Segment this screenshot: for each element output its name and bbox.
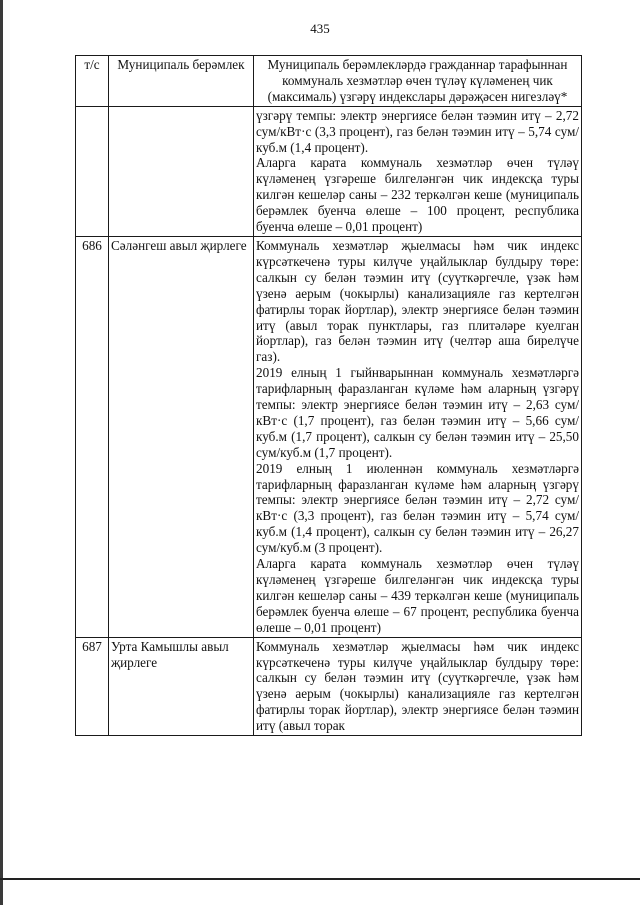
- row-description: [254, 637, 582, 735]
- description-paragraph: Аларга карата коммуналь хезмәтләр өчен түләү күләменең үзгәреше билгеләнгән чик индексқа туры килгән кешеләр саны – 439 теркәлгән кеше (муниципаль берәмлек буенча өлеше – 67 процент, республика буенча өлеше – 0,01 процент): [256, 556, 579, 635]
- row-description: [254, 236, 582, 637]
- description-paragraph: 2019 елның 1 гыйнварыннан коммуналь хезмәтләргә тарифларның фаразланган күләме һәм аларның үзгәрү темпы: электр энергиясе белән тәэмин итү – 2,63 сум/кВт·с (1,7 процент), газ белән тәэмин итү – 5,66 сум/куб.м (1,7 процент), салкын су белән тәэмин итү – 25,50 сум/куб.м (1,7 процент).: [256, 365, 579, 460]
- header-number: т/с: [76, 56, 109, 107]
- description-paragraph: 2019 елның 1 июленнән коммуналь хезмәтләргә тарифларның фаразланган күләме һәм аларның үзгәрү темпы: электр энергиясе белән тәэмин итү – 2,72 сум/кВт·с (3,3 процент), газ белән тәэмин итү – 5,74 сум/куб.м (1,4 процент), салкын су белән тәэмин итү – 26,27 сум/куб.м (3 процент).: [256, 460, 579, 556]
- municipal-table: [75, 55, 582, 736]
- row-number: 686: [76, 236, 109, 637]
- row-number: [76, 106, 109, 236]
- description-paragraph: Аларга карата коммуналь хезмәтләр өчен түләү күләменең үзгәреше билгеләнгән чик индексқа туры килгән кешеләр саны – 232 теркәлгән кеше (муниципаль берәмлек буенча өлеше – 100 процент, республика буенча өлеше – 0,01 процент): [256, 155, 579, 235]
- row-municipality: Урта Камышлы авыл җирлеге: [109, 637, 254, 735]
- header-municipality: Муниципаль берәмлек: [109, 56, 254, 107]
- description-paragraph: Коммуналь хезмәтләр җыелмасы һәм чик индекс күрсәткеченә туры килүче уңайлыклар булдыру төре: салкын су белән тәэмин итү (суүткәргечле, үзәк һәм үзенә аерым (чокырлы) канализацияле газ кертелгән фатирлы торак йортлар), электр энергиясе белән тәэмин итү (авыл торак: [256, 638, 579, 734]
- row-number: 687: [76, 637, 109, 735]
- table-header-row: [76, 56, 582, 107]
- table-row: [76, 106, 582, 236]
- page-bottom-edge: [0, 878, 640, 880]
- table-row: [76, 236, 582, 637]
- description-paragraph: Коммуналь хезмәтләр җыелмасы һәм чик индекс күрсәткеченә туры килүче уңайлыклар булдыру төре: салкын су белән тәэмин итү (суүткәргечле, үзәк һәм үзенә аерым (чокырлы) канализацияле газ кертелгән фатирлы торак йортлар), электр энергиясе белән тәэмин итү (авыл торак пунктлары, газ плитәләре куелган йортлар), газ белән тәэмин итү (челтәр аша бирелүче газ).: [256, 237, 579, 365]
- row-municipality: Сәләнгеш авыл җирлеге: [109, 236, 254, 637]
- page-number: 435: [310, 21, 330, 36]
- description-paragraph: үзгәрү темпы: электр энергиясе белән тәэмин итү – 2,72 сум/кВт·с (3,3 процент), газ белән тәэмин итү – 5,74 сум/куб.м (1,4 процент).: [256, 107, 579, 155]
- row-municipality: [109, 106, 254, 236]
- header-justification: Муниципаль берәмлекләрдә гражданнар тарафыннан коммуналь хезмәтләр өчен түләү күләменең чик (максималь) үзгәрү индекслары дәрәҗәсен нигезләү*: [254, 56, 582, 107]
- table-row: [76, 637, 582, 735]
- scan-edge-shadow: [0, 0, 3, 905]
- row-description: [254, 106, 582, 236]
